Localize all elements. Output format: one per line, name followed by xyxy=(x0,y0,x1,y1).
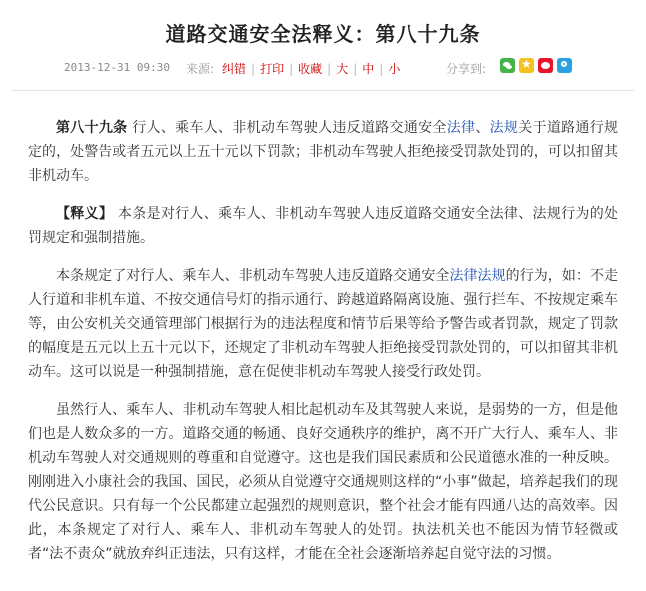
article-number: 第八十九条 xyxy=(56,120,128,136)
text: 行人、乘车人、非机动车驾驶人违反道路交通安全 xyxy=(127,120,447,136)
text: 关于道路通行规定的，处警告或者五元以上五十元以下罚款；非机动车驾驶人拒绝接受罚款处罚的，可以扣留其非机动车。 xyxy=(28,120,619,184)
paragraph-3 xyxy=(28,264,618,384)
article-meta-bar xyxy=(0,58,646,80)
interpretation-label: 【释义】 xyxy=(56,206,114,222)
separator: | xyxy=(379,62,384,76)
separator: | xyxy=(251,62,256,76)
paragraph-article-89 xyxy=(28,116,618,188)
weibo-icon[interactable] xyxy=(538,58,553,73)
paragraph-4 xyxy=(28,398,618,566)
share-label: 分享到: xyxy=(446,62,487,76)
law-link[interactable]: 法律 xyxy=(446,120,476,136)
report-error-link[interactable]: 纠错 xyxy=(222,62,247,76)
source-label: 来源: xyxy=(186,62,215,76)
text: 本条规定了对行人、乘车人、非机动车驾驶人违反道路交通安全 xyxy=(56,268,450,284)
text: 虽然行人、乘车人、非机动车驾驶人相比起机动车及其驾驶人来说，是弱势的一方，但是他们也是人数众多的一方。道路交通的畅通、良好交通秩序的维护，离不开广大行人、乘车人、非机动车驾驶人对交通规则的尊重和自觉遵守。这也是我们国民素质和公民道德水准的一种反映。刚刚进入小康社会的我国、国民，必须从自觉遵守交通规则这样的“小事”做起，培养起我们的现代公民意识。只有每一个公民都建立起强烈的规则意识，整个社会才能有四通八达的高效率。因此，本条规定了对行人、乘车人、非机动车驾驶人的处罚。执法机关也不能因为情节轻微或者“法不责众”就放弃纠正违法，只有这样，才能在全社会逐渐培养起自觉守法的习惯。 xyxy=(28,402,618,562)
article-tools xyxy=(222,60,400,77)
tencent-weibo-icon[interactable] xyxy=(557,58,572,73)
font-medium-link[interactable]: 中 xyxy=(362,62,375,76)
separator: | xyxy=(327,62,332,76)
share-icons xyxy=(500,58,572,73)
publish-date: 2013-12-31 09:30 xyxy=(64,61,170,74)
laws-regulations-link[interactable]: 法律法规 xyxy=(449,268,506,284)
article-body xyxy=(28,116,618,580)
print-link[interactable]: 打印 xyxy=(260,62,285,76)
text: 、 xyxy=(475,120,490,136)
divider xyxy=(12,90,634,91)
separator: | xyxy=(353,62,358,76)
separator: | xyxy=(289,62,294,76)
paragraph-interpretation xyxy=(28,202,618,250)
text: 的行为，如：不走人行道和非机车道、不按交通信号灯的指示通行、跨越道路隔离设施、强行拦车、不按规定乘车等，由公安机关交通管理部门根据行为的违法程度和情节后果等给予警告或者罚款，规定了罚款的幅度是五元以上五十元以下，还规定了非机动车驾驶人拒绝接受罚款处罚的，可以扣留其非机动车。这可以说是一种强制措施，意在促使非机动车驾驶人接受行政处罚。 xyxy=(28,268,619,380)
qzone-icon[interactable] xyxy=(519,58,534,73)
favorite-link[interactable]: 收藏 xyxy=(298,62,323,76)
regulation-link[interactable]: 法规 xyxy=(489,120,519,136)
wechat-icon[interactable] xyxy=(500,58,515,73)
font-large-link[interactable]: 大 xyxy=(336,62,349,76)
text: 本条是对行人、乘车人、非机动车驾驶人违反道路交通安全法律、法规行为的处罚规定和强制措施。 xyxy=(28,206,618,246)
page-title: 道路交通安全法释义：第八十九条 xyxy=(165,22,481,46)
font-small-link[interactable]: 小 xyxy=(388,62,401,76)
